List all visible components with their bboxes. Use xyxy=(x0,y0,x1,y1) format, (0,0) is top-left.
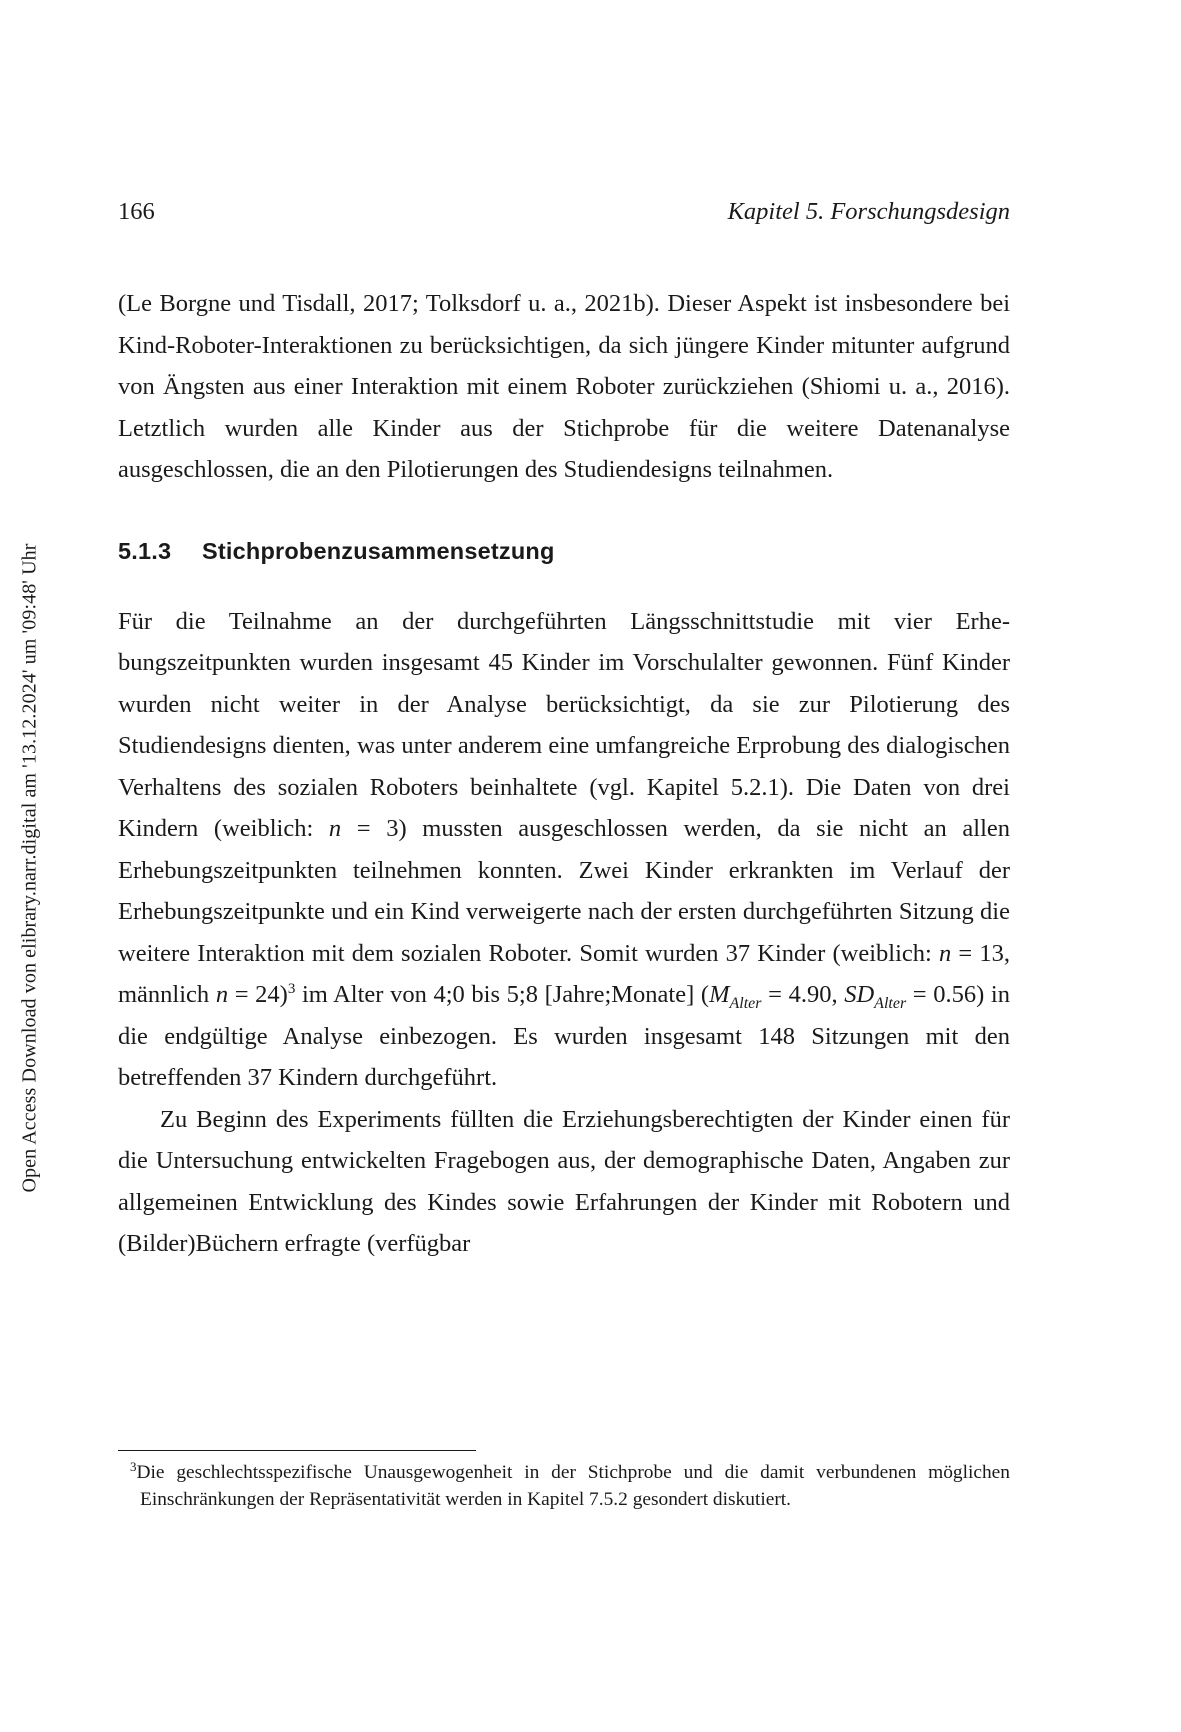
footnote xyxy=(118,1460,1010,1513)
paragraph-1: (Le Borgne und Tisdall, 2017; Tolksdorf u. a., 2021b). Dieser Aspekt ist insbesondere bei Kind-Roboter-Interaktionen zu berücksichtigen, da sich jüngere Kinder mitunter aufgrund von Ängsten aus einer Interaktion mit einem Roboter zurückziehen (Shiomi u. a., 2016). Letztlich wurden alle Kinder aus der Stichprobe für die weitere Datenanalyse ausgeschlossen, die an den Pilotierungen des Studiendesigns teilnahmen. xyxy=(118,290,1010,483)
paragraph-2-part-7: = 0.56) in die endgültige Analyse einbezogen. Es wurden insgesamt 148 Sitzungen mit den betreffenden 37 Kindern durchgeführt. xyxy=(118,981,1010,1091)
sd-symbol: SD xyxy=(844,981,875,1008)
mean-subscript: Alter xyxy=(729,995,762,1012)
paragraph-3: Zu Beginn des Experiments füllten die Erziehungsberechtigten der Kinder einen für die Untersuchung entwickelten Fragebogen aus, der demographische Daten, Angaben zur allgemeinen Entwicklung des Kindes sowie Erfahrungen der Kinder mit Robotern und (Bilder)Büchern erfragte (verfügbar xyxy=(118,1105,1010,1257)
sample-size-symbol: n xyxy=(328,815,342,842)
download-watermark-text: Open Access Download von elibrary.narr.digital am '13.12.2024' um '09:48' Uhr xyxy=(18,543,41,1193)
footnote-reference[interactable]: 3 xyxy=(287,981,296,997)
footnote-text: Die geschlechtsspezifische Unausgewogenheit in der Stichprobe und die damit verbundenen möglichen Einschränkungen der Repräsentativität werden in Kapitel 7.5.2 gesondert diskutiert. xyxy=(136,1462,1010,1510)
section-title: Stichprobenzusammensetzung xyxy=(202,537,555,564)
sample-size-symbol: n xyxy=(938,939,952,967)
paragraph-2-part-2: = 3) mussten ausgeschlossen werden, da sie nicht an allen Erhebungszeitpunkten teilnehmen konnten. Zwei Kinder erkrankten im Verlauf der Erhebungszeitpunkte und ein Kind verweigerte nach der ersten durchgeführten Sitzung die weitere Interaktion mit dem sozialen Roboter. Somit wurden 37 Kinder (weiblich: xyxy=(118,815,1010,967)
footnote-paragraph xyxy=(118,1460,1010,1513)
sd-subscript: Alter xyxy=(874,995,907,1012)
paragraph-2-part-5: im Alter von 4;0 bis 5;8 [Jahre;Monate] ( xyxy=(295,981,710,1008)
paragraph-2 xyxy=(118,601,1010,1099)
paragraph-2-part-3: = 13, männlich xyxy=(118,939,1010,1008)
section-heading xyxy=(118,536,1010,566)
paragraph-2-part-6: = 4.90, xyxy=(761,981,845,1008)
footnote-divider xyxy=(118,1450,476,1451)
sample-size-symbol: n xyxy=(215,981,229,1008)
main-content xyxy=(118,283,1010,1265)
paragraph-2-part-4: = 24) xyxy=(228,981,288,1008)
mean-symbol: M xyxy=(709,981,730,1008)
footnote-marker: 3 xyxy=(130,1459,137,1474)
page-number: 166 xyxy=(118,198,155,225)
section-number: 5.1.3 xyxy=(118,537,172,564)
paragraph-2-part-1: Für die Teilnahme an der durchgeführten Längsschnittstudie mit vier Erhebungszeitpunkten wurden insgesamt 45 Kinder im Vorschulalter gewonnen. Fünf Kinder wurden nicht weiter in der Analyse berücksichtigt, da sie zur Pilotierung des Studiendesigns dienten, was unter anderem eine umfangreiche Erprobung des dialogischen Verhaltens des sozialen Roboters beinhaltete (vgl. Kapitel 5.2.1). Die Daten von drei Kindern (weiblich: xyxy=(118,607,1010,842)
download-watermark xyxy=(0,0,60,1732)
chapter-title: Kapitel 5. Forschungsdesign xyxy=(727,198,1010,225)
